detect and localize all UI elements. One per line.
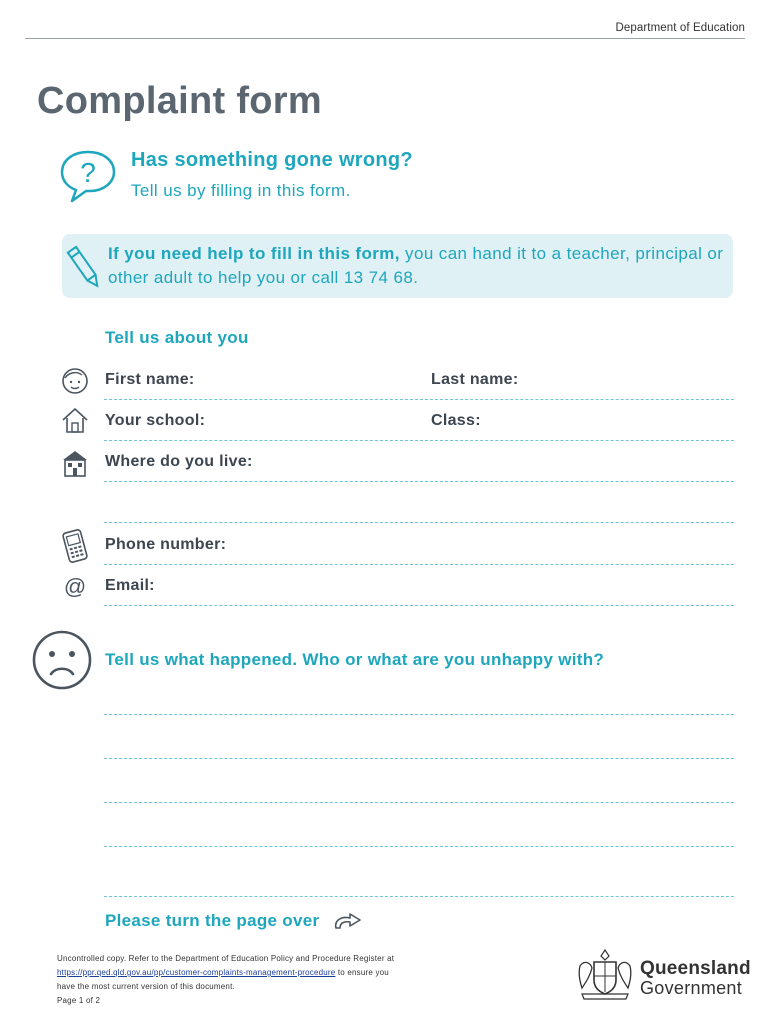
about-heading: Tell us about you <box>105 328 249 347</box>
footer-line-3: have the most current version of this document. <box>57 982 235 991</box>
happened-heading: Tell us what happened. Who or what are you unhappy with? <box>105 650 605 669</box>
house-icon <box>60 405 90 435</box>
intro-subtitle: Tell us by filling in this form. <box>131 181 351 200</box>
happened-line-1[interactable] <box>104 714 734 715</box>
first-last-name-line[interactable] <box>104 399 734 400</box>
pencil-icon <box>66 242 102 292</box>
first-name-label: First name: <box>105 371 195 388</box>
face-icon <box>60 366 90 396</box>
address-line-1[interactable] <box>104 481 734 482</box>
page-title: Complaint form <box>37 80 322 122</box>
intro-question: Has something gone wrong? <box>131 149 413 171</box>
department-label: Department of Education <box>615 22 745 34</box>
happened-line-3[interactable] <box>104 802 734 803</box>
footer-line-2-rest: to ensure you <box>335 968 389 977</box>
phone-icon <box>60 528 90 564</box>
building-icon <box>60 448 90 478</box>
happened-line-2[interactable] <box>104 758 734 759</box>
phone-label: Phone number: <box>105 536 227 553</box>
email-label: Email: <box>105 577 155 594</box>
svg-text:?: ? <box>80 157 96 188</box>
header-divider <box>25 38 745 39</box>
policy-link[interactable]: https://ppr.qed.qld.gov.au/pp/customer-complaints-management-procedure <box>57 968 336 977</box>
logo-gov: Government <box>640 978 743 998</box>
sad-face-icon <box>30 628 94 692</box>
footer-line-2 <box>57 968 389 977</box>
happened-line-5[interactable] <box>104 896 734 897</box>
class-label: Class: <box>431 412 481 429</box>
at-icon <box>62 574 88 600</box>
live-label: Where do you live: <box>105 453 253 470</box>
happened-line-4[interactable] <box>104 846 734 847</box>
school-label: Your school: <box>105 412 206 429</box>
phone-line[interactable] <box>104 564 734 565</box>
turn-page-text: Please turn the page over <box>105 911 320 930</box>
footer-line-1: Uncontrolled copy. Refer to the Department of Education Policy and Procedure Register at <box>57 954 395 963</box>
turn-arrow-icon <box>332 910 364 934</box>
help-text-bold: If you need help to fill in this form, <box>108 244 400 263</box>
logo-name: Queensland <box>640 958 751 979</box>
crest-icon <box>574 946 636 1002</box>
question-bubble-icon <box>58 148 118 204</box>
email-line[interactable] <box>104 605 734 606</box>
address-line-2[interactable] <box>104 522 734 523</box>
last-name-label: Last name: <box>431 371 519 388</box>
help-text-rest: you can hand it to a teacher, principal or other adult to help you or call 13 74 68. <box>108 244 724 287</box>
school-class-line[interactable] <box>104 440 734 441</box>
help-text <box>108 242 728 290</box>
svg-text:@: @ <box>63 574 87 599</box>
page-number: Page 1 of 2 <box>57 996 101 1005</box>
